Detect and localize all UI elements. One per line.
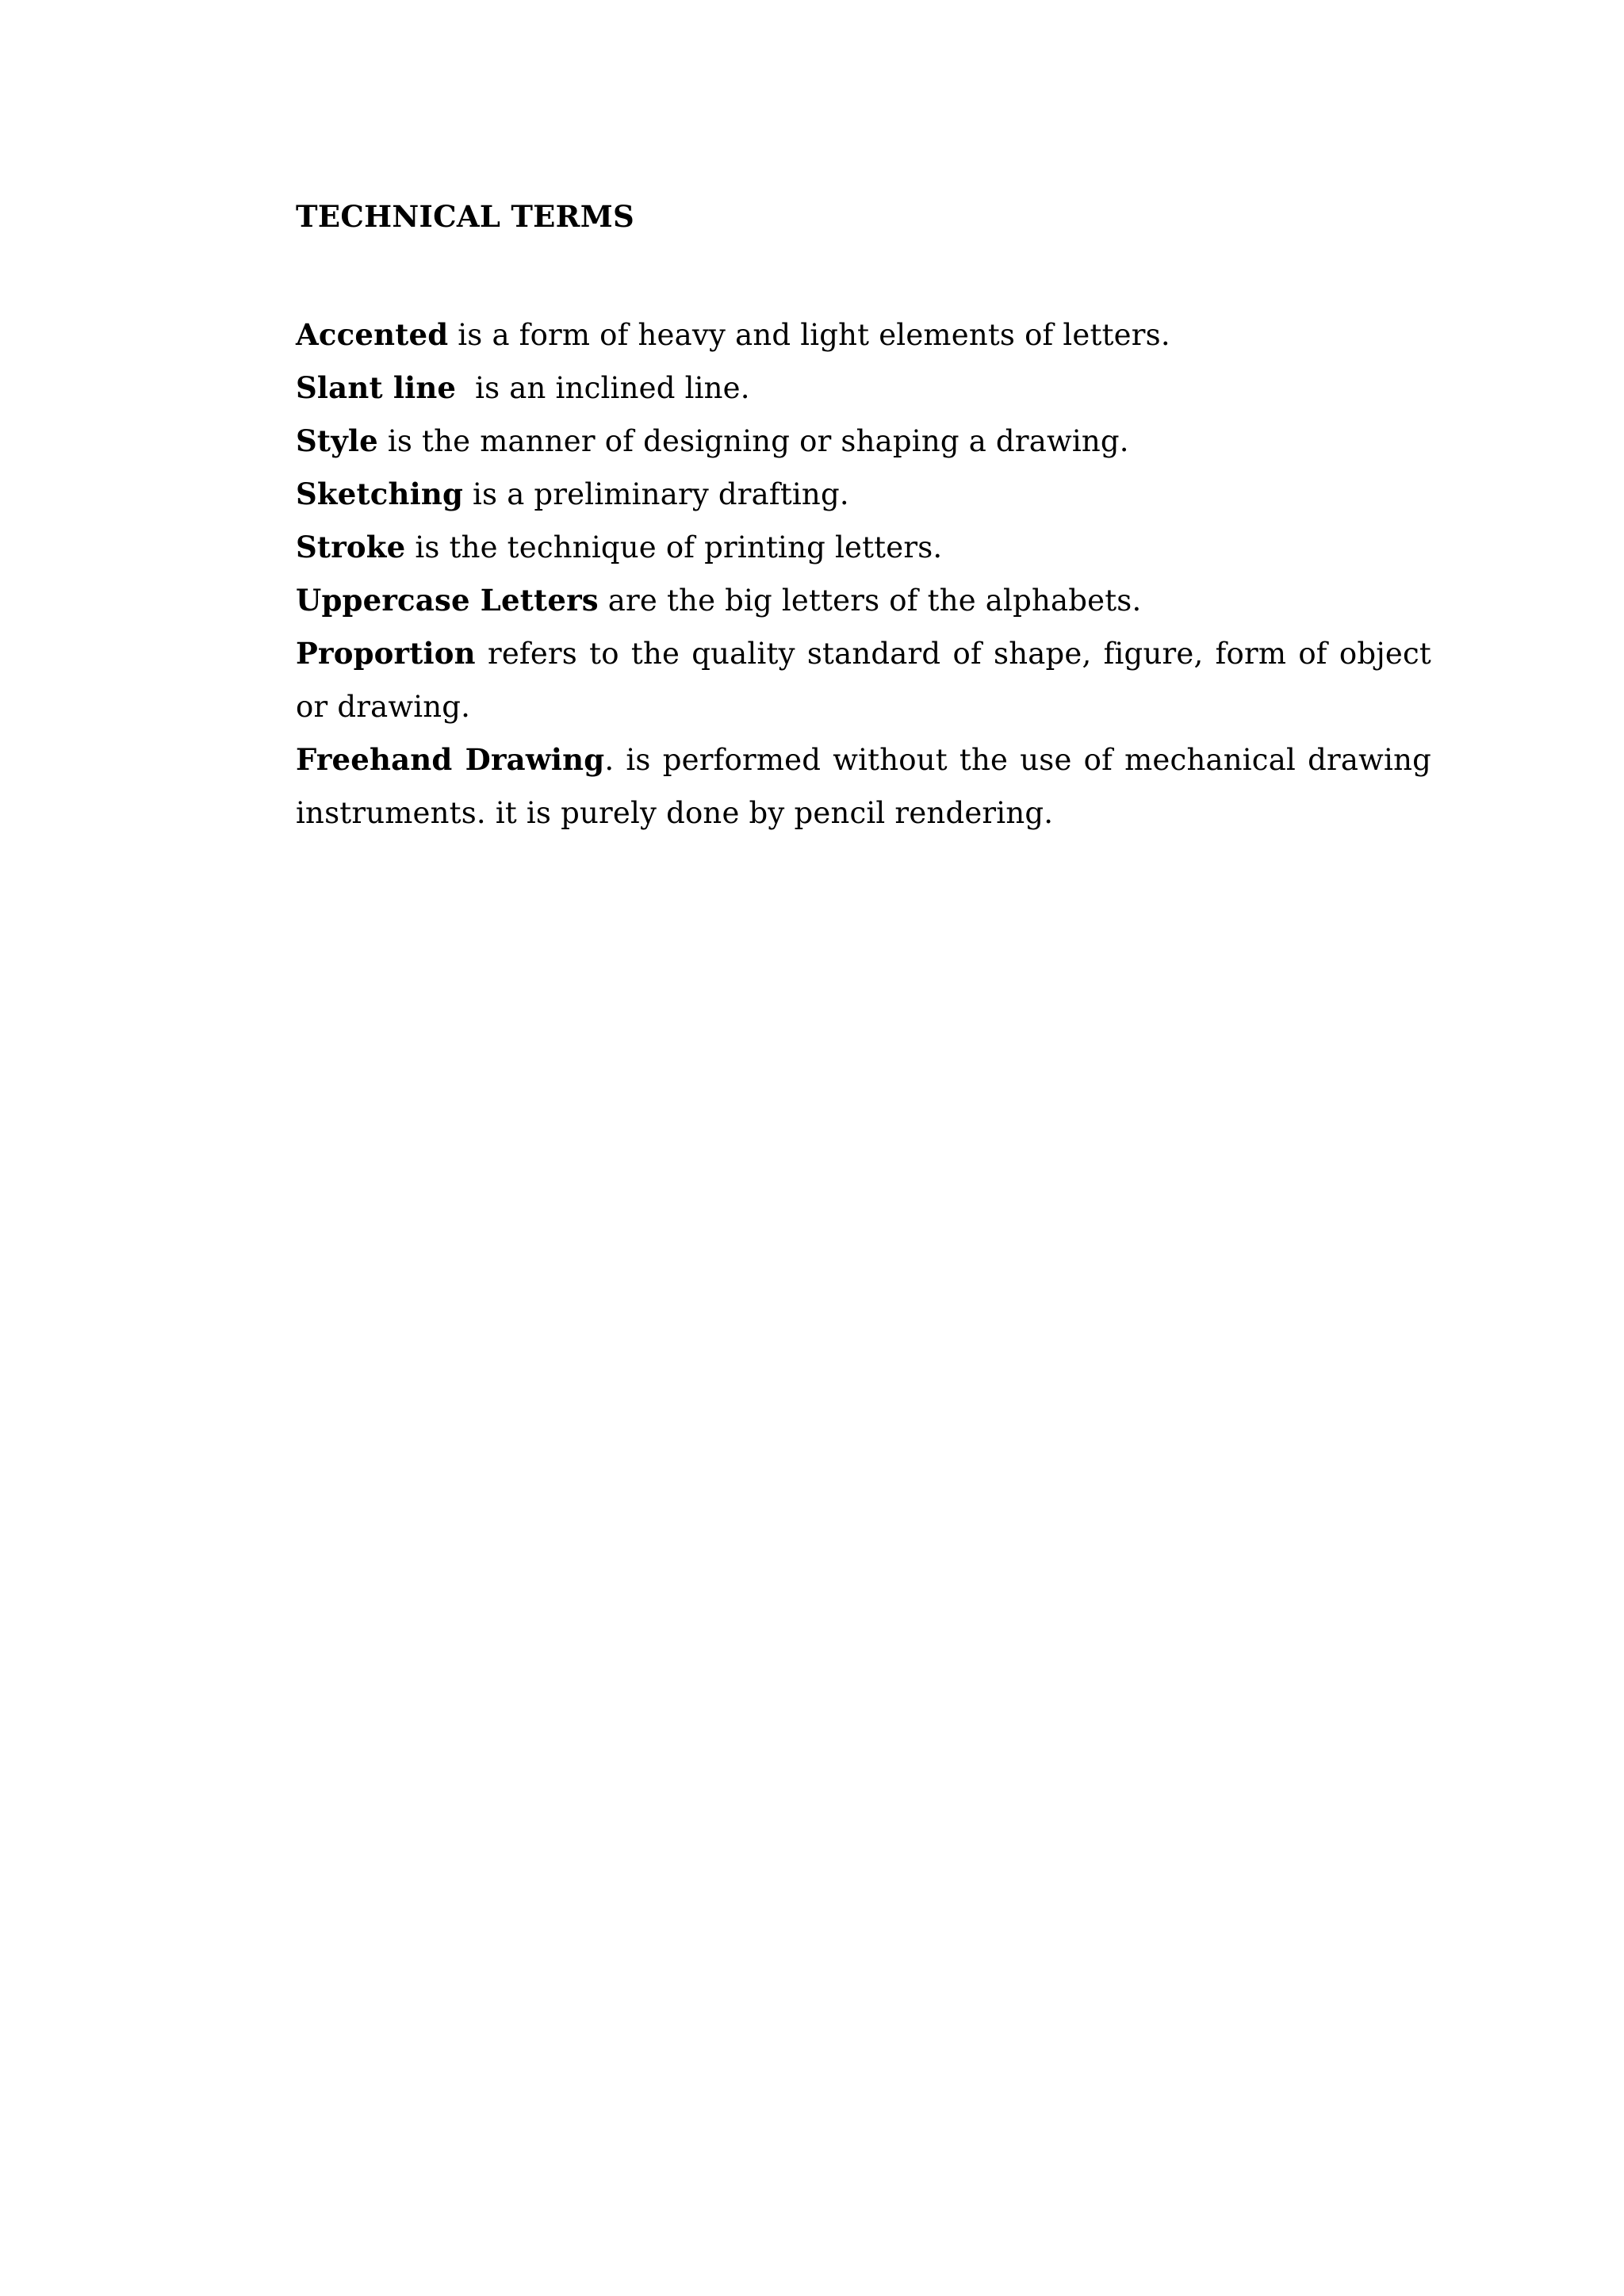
- term-name: Slant line: [296, 370, 457, 405]
- term-definition: is the manner of designing or shaping a drawing.: [377, 424, 1129, 458]
- term-entry-freehand-drawing: [296, 733, 1431, 840]
- term-definition: . is performed without the use of mechanical drawing instruments. it is purely done by pencil rendering.: [296, 743, 1431, 830]
- term-entry-uppercase-letters: [296, 574, 1431, 627]
- term-definition: refers to the quality standard of shape, figure, form of object or drawing.: [296, 637, 1431, 724]
- term-definition: is the technique of printing letters.: [405, 530, 943, 564]
- term-definition: is an inclined line.: [456, 371, 750, 405]
- term-name: Style: [296, 423, 378, 458]
- term-entry-style: [296, 415, 1431, 468]
- term-name: Accented: [296, 317, 449, 352]
- term-entry-stroke: [296, 521, 1431, 574]
- term-name: Stroke: [296, 530, 406, 564]
- term-definition: is a form of heavy and light elements of letters.: [448, 318, 1170, 352]
- page-title: TECHNICAL TERMS: [296, 199, 634, 234]
- term-definition: are the big letters of the alphabets.: [598, 584, 1142, 618]
- document-content: [296, 194, 1431, 840]
- terms-list: [296, 308, 1431, 840]
- term-name: Freehand Drawing: [296, 742, 605, 777]
- term-definition: is a preliminary drafting.: [463, 477, 849, 511]
- term-name: Sketching: [296, 476, 464, 511]
- term-name: Proportion: [296, 636, 476, 671]
- term-entry-accented: [296, 308, 1431, 362]
- term-entry-proportion: [296, 627, 1431, 733]
- term-entry-slant-line: [296, 362, 1431, 415]
- term-name: Uppercase Letters: [296, 583, 599, 618]
- term-entry-sketching: [296, 468, 1431, 521]
